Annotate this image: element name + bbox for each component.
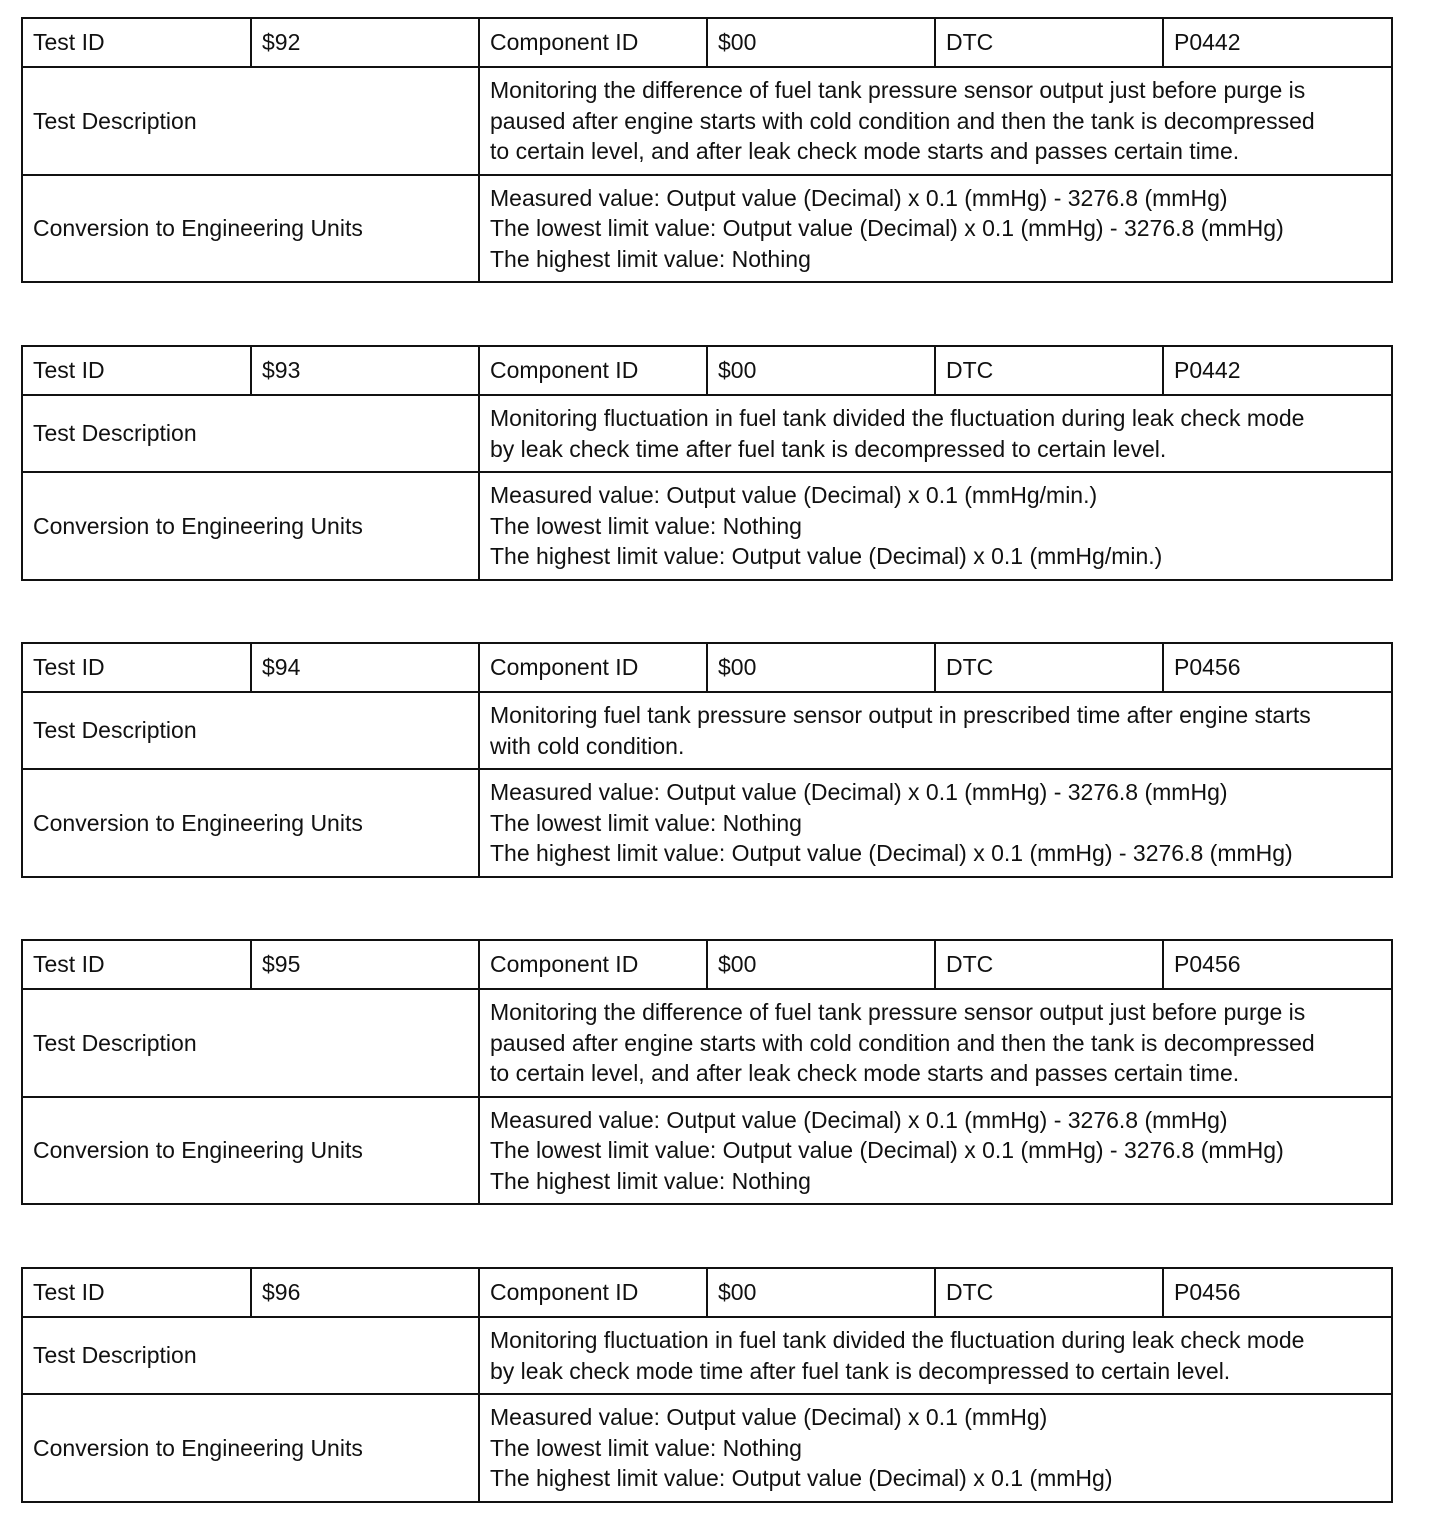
test-description-value — [479, 395, 1392, 472]
test-description-value — [479, 1317, 1392, 1394]
test-id-value: $94 — [251, 643, 479, 692]
test-description-row — [22, 395, 1392, 472]
dtc-label: DTC — [935, 643, 1163, 692]
test-description-label: Test Description — [22, 989, 479, 1097]
conversion-line: The lowest limit value: Output value (Decimal) x 0.1 (mmHg) - 3276.8 (mmHg) — [490, 215, 1284, 241]
conversion-row — [22, 769, 1392, 877]
test-table — [21, 642, 1393, 878]
conversion-line: Measured value: Output value (Decimal) x 0.1 (mmHg/min.) — [490, 482, 1098, 508]
dtc-label: DTC — [935, 1268, 1163, 1317]
test-header-row — [22, 18, 1392, 67]
conversion-line: The lowest limit value: Nothing — [490, 1434, 802, 1461]
test-table — [21, 939, 1393, 1205]
conversion-line: Measured value: Output value (Decimal) x 0.1 (mmHg) — [490, 1404, 1048, 1430]
description-line: Monitoring the difference of fuel tank pressure sensor output just before purge is — [490, 77, 1306, 103]
test-header-row — [22, 346, 1392, 395]
conversion-value — [479, 1394, 1392, 1502]
dtc-label: DTC — [935, 346, 1163, 395]
description-line: by leak check time after fuel tank is decompressed to certain level. — [490, 435, 1167, 462]
conversion-row — [22, 472, 1392, 580]
description-line: Monitoring fluctuation in fuel tank divided the fluctuation during leak check mode — [490, 405, 1305, 431]
conversion-line: The lowest limit value: Nothing — [490, 809, 802, 836]
test-header-row — [22, 1268, 1392, 1317]
test-description-label: Test Description — [22, 395, 479, 472]
conversion-line: The highest limit value: Output value (Decimal) x 0.1 (mmHg/min.) — [490, 543, 1163, 569]
dtc-label: DTC — [935, 18, 1163, 67]
test-id-label: Test ID — [22, 346, 251, 395]
test-id-label: Test ID — [22, 643, 251, 692]
description-line: Monitoring the difference of fuel tank pressure sensor output just before purge is — [490, 999, 1306, 1025]
test-table — [21, 17, 1393, 283]
conversion-label: Conversion to Engineering Units — [22, 1097, 479, 1205]
test-id-value: $95 — [251, 940, 479, 989]
component-id-label: Component ID — [479, 1268, 707, 1317]
test-description-row — [22, 67, 1392, 175]
component-id-label: Component ID — [479, 18, 707, 67]
test-description-row — [22, 989, 1392, 1097]
conversion-label: Conversion to Engineering Units — [22, 769, 479, 877]
test-id-value: $96 — [251, 1268, 479, 1317]
description-line: to certain level, and after leak check mode starts and passes certain time. — [490, 138, 1240, 164]
conversion-value — [479, 472, 1392, 580]
test-description-label: Test Description — [22, 67, 479, 175]
component-id-label: Component ID — [479, 940, 707, 989]
description-line: paused after engine starts with cold condition and then the tank is decompressed — [490, 1029, 1315, 1056]
conversion-label: Conversion to Engineering Units — [22, 175, 479, 283]
test-table — [21, 345, 1393, 581]
description-line: paused after engine starts with cold condition and then the tank is decompressed — [490, 107, 1315, 134]
conversion-label: Conversion to Engineering Units — [22, 472, 479, 580]
description-line: Monitoring fuel tank pressure sensor output in prescribed time after engine starts — [490, 702, 1311, 728]
component-id-value: $00 — [707, 643, 935, 692]
component-id-value: $00 — [707, 18, 935, 67]
dtc-value: P0442 — [1163, 346, 1392, 395]
conversion-label: Conversion to Engineering Units — [22, 1394, 479, 1502]
conversion-line: The highest limit value: Nothing — [490, 1167, 811, 1194]
test-description-label: Test Description — [22, 692, 479, 769]
component-id-label: Component ID — [479, 643, 707, 692]
test-description-value — [479, 692, 1392, 769]
component-id-value: $00 — [707, 940, 935, 989]
test-header-row — [22, 940, 1392, 989]
test-id-value: $92 — [251, 18, 479, 67]
dtc-value: P0456 — [1163, 1268, 1392, 1317]
conversion-value — [479, 769, 1392, 877]
dtc-value: P0442 — [1163, 18, 1392, 67]
test-header-row — [22, 643, 1392, 692]
conversion-line: The highest limit value: Output value (Decimal) x 0.1 (mmHg) — [490, 1465, 1113, 1491]
test-id-label: Test ID — [22, 18, 251, 67]
description-line: to certain level, and after leak check mode starts and passes certain time. — [490, 1060, 1240, 1086]
conversion-line: The highest limit value: Nothing — [490, 245, 811, 272]
description-line: by leak check mode time after fuel tank is decompressed to certain level. — [490, 1357, 1231, 1384]
test-description-label: Test Description — [22, 1317, 479, 1394]
test-description-value — [479, 989, 1392, 1097]
conversion-value — [479, 1097, 1392, 1205]
dtc-value: P0456 — [1163, 643, 1392, 692]
test-description-row — [22, 692, 1392, 769]
test-description-value — [479, 67, 1392, 175]
conversion-row — [22, 175, 1392, 283]
test-id-label: Test ID — [22, 1268, 251, 1317]
conversion-value — [479, 175, 1392, 283]
conversion-line: The lowest limit value: Output value (Decimal) x 0.1 (mmHg) - 3276.8 (mmHg) — [490, 1137, 1284, 1163]
component-id-value: $00 — [707, 346, 935, 395]
conversion-line: Measured value: Output value (Decimal) x 0.1 (mmHg) - 3276.8 (mmHg) — [490, 1106, 1228, 1133]
conversion-row — [22, 1394, 1392, 1502]
test-table — [21, 1267, 1393, 1503]
description-line: Monitoring fluctuation in fuel tank divided the fluctuation during leak check mode — [490, 1327, 1305, 1353]
test-id-label: Test ID — [22, 940, 251, 989]
dtc-value: P0456 — [1163, 940, 1392, 989]
conversion-row — [22, 1097, 1392, 1205]
conversion-line: The highest limit value: Output value (Decimal) x 0.1 (mmHg) - 3276.8 (mmHg) — [490, 840, 1293, 866]
component-id-label: Component ID — [479, 346, 707, 395]
test-id-value: $93 — [251, 346, 479, 395]
component-id-value: $00 — [707, 1268, 935, 1317]
description-line: with cold condition. — [490, 732, 685, 759]
conversion-line: Measured value: Output value (Decimal) x 0.1 (mmHg) - 3276.8 (mmHg) — [490, 779, 1228, 805]
dtc-label: DTC — [935, 940, 1163, 989]
test-description-row — [22, 1317, 1392, 1394]
conversion-line: Measured value: Output value (Decimal) x 0.1 (mmHg) - 3276.8 (mmHg) — [490, 184, 1228, 211]
conversion-line: The lowest limit value: Nothing — [490, 512, 802, 539]
